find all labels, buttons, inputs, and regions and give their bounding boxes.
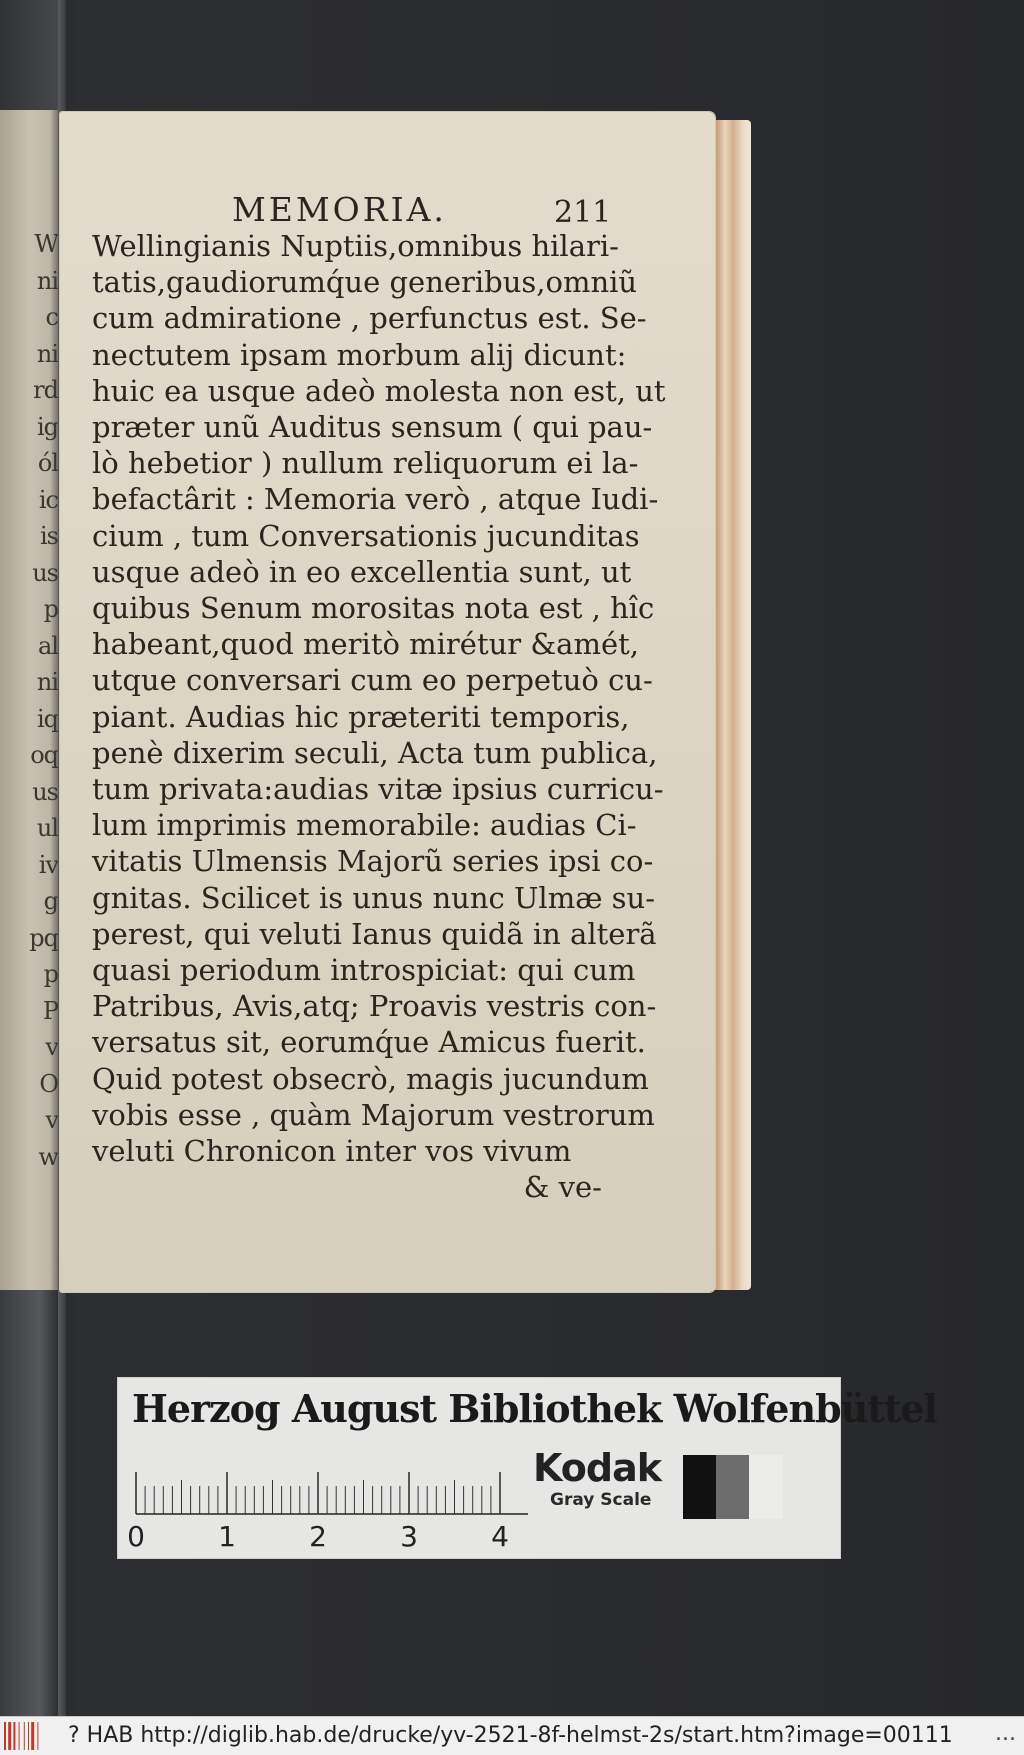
facing-page-fragment: ni	[36, 266, 58, 295]
text-line: piant. Audias hic præteriti temporis,	[92, 699, 630, 734]
facing-page-fragment: v	[45, 1106, 58, 1134]
running-head: MEMORIA.	[232, 190, 447, 229]
barcode-bar	[19, 1722, 20, 1750]
page-number: 211	[554, 195, 612, 230]
kodak-subtitle: Gray Scale	[550, 1490, 652, 1510]
text-line: utque conversari cum eo perpetuò cu-	[92, 663, 653, 698]
text-line: præter unũ Auditus sensum ( qui pau-	[92, 410, 653, 445]
facing-page-fragment: pq	[29, 923, 58, 952]
facing-page-fragment: ig	[36, 412, 58, 441]
facing-page-fragment: ól	[37, 449, 58, 477]
facing-page-fragment: c	[45, 303, 58, 331]
facing-page-fragment: ic	[38, 485, 58, 514]
facing-page-fragment: P	[42, 996, 58, 1025]
text-line: befactârit : Memoria verò , atque Iudi-	[92, 482, 659, 517]
facing-page-fragment: w	[38, 1142, 58, 1171]
text-line: vobis esse , quàm Majorum vestrorum	[92, 1097, 655, 1132]
text-line: quasi periodum introspiciat: qui cum	[92, 953, 636, 988]
text-line: tatis,gaudiorumq́ue generibus,omniũ	[92, 265, 638, 300]
catchword: & ve-	[523, 1170, 602, 1205]
status-url[interactable]: ? HAB http://diglib.hab.de/drucke/yv-2521-8f-helmst-2s/start.htm?image=00111	[68, 1723, 953, 1748]
barcode-bar	[37, 1722, 38, 1750]
text-line: penè dixerim seculi, Acta tum publica,	[92, 735, 658, 770]
text-line: Wellingianis Nuptiis,omnibus hilari-	[92, 229, 619, 263]
text-line: gnitas. Scilicet is unus nunc Ulmæ su-	[92, 880, 656, 915]
left-book-cover-bottom	[0, 1290, 58, 1716]
text-line: huic ea usque adeò molesta non est, ut	[92, 373, 666, 408]
ruler-label: 4	[491, 1520, 509, 1553]
ruler-label: 2	[309, 1520, 327, 1553]
facing-page-fragment: v	[45, 1033, 58, 1061]
ruler-label: 1	[218, 1520, 236, 1553]
gray-patch-mid	[716, 1455, 749, 1519]
facing-page-fragment: al	[38, 631, 58, 660]
ruler-label: 0	[127, 1520, 145, 1553]
text-line: cium , tum Conversationis jucunditas	[92, 518, 640, 553]
text-line: nectutem ipsam morbum alij dicunt:	[92, 337, 627, 372]
facing-page-fragment: is	[40, 522, 58, 550]
browser-status-bar	[0, 1716, 1024, 1755]
text-line: usque adeò in eo excellentia sunt, ut	[92, 554, 632, 589]
scale-ruler	[127, 1452, 532, 1553]
left-book-cover	[0, 0, 58, 110]
text-line: cum admiratione , perfunctus est. Se-	[92, 301, 647, 336]
gray-patch-white	[749, 1455, 783, 1519]
library-name: Herzog August Bibliothek Wolfenbüttel	[132, 1386, 937, 1431]
text-line: tum privata:audias vitæ ipsius curricu-	[92, 772, 664, 807]
facing-page-fragment: ul	[36, 814, 58, 842]
facing-page-fragment: g	[43, 887, 58, 915]
facing-page-fragment: us	[32, 558, 58, 587]
gray-patch-black	[683, 1455, 716, 1519]
text-line: perest, qui veluti Ianus quidã in alterã	[92, 916, 657, 951]
color-target-card	[117, 1377, 937, 1559]
barcode-bar	[28, 1722, 29, 1750]
facing-page-fragment: iq	[36, 704, 58, 733]
facing-page-fragment: iv	[38, 850, 58, 879]
facing-page-fragment: O	[39, 1069, 58, 1098]
text-line: habeant,quod meritò mirétur &amét,	[92, 627, 639, 662]
barcode-bar	[4, 1722, 6, 1750]
text-line: veluti Chronicon inter vos vivum	[92, 1134, 572, 1169]
barcode-bar	[31, 1722, 34, 1750]
facing-page-fragment: W	[34, 230, 58, 258]
barcode-bar	[8, 1722, 11, 1750]
barcode-icon	[4, 1722, 48, 1750]
facing-page-fragment: ni	[36, 339, 58, 368]
text-line: Quid potest obsecrò, magis jucundum	[92, 1061, 649, 1096]
text-line: versatus sit, eorumq́ue Amicus fuerit.	[92, 1025, 646, 1060]
page-body-text	[92, 228, 666, 1205]
more-options-icon[interactable]: ...	[995, 1721, 1016, 1746]
facing-page-fragment: p	[43, 960, 58, 988]
text-line: Patribus, Avis,atq; Proavis vestris con-	[92, 989, 657, 1024]
text-line: quibus Senum morositas nota est , hîc	[92, 591, 655, 626]
facing-page-fragment: p	[43, 595, 58, 623]
facing-page-fragment: oq	[30, 741, 58, 769]
facing-page-fragment: us	[32, 777, 58, 806]
text-line: lum imprimis memorabile: audias Ci-	[92, 808, 637, 843]
text-line: vitatis Ulmensis Majorũ series ipsi co-	[92, 844, 654, 879]
kodak-logo: Kodak	[533, 1446, 661, 1490]
facing-page-fragment: ni	[36, 668, 58, 696]
barcode-bar	[24, 1722, 25, 1750]
facing-page-fragment: rd	[33, 376, 58, 404]
barcode-bar	[13, 1722, 15, 1750]
ruler-label: 3	[400, 1520, 418, 1553]
grayscale-patches	[683, 1455, 783, 1519]
text-line: lò hebetior ) nullum reliquorum ei la-	[92, 446, 639, 481]
